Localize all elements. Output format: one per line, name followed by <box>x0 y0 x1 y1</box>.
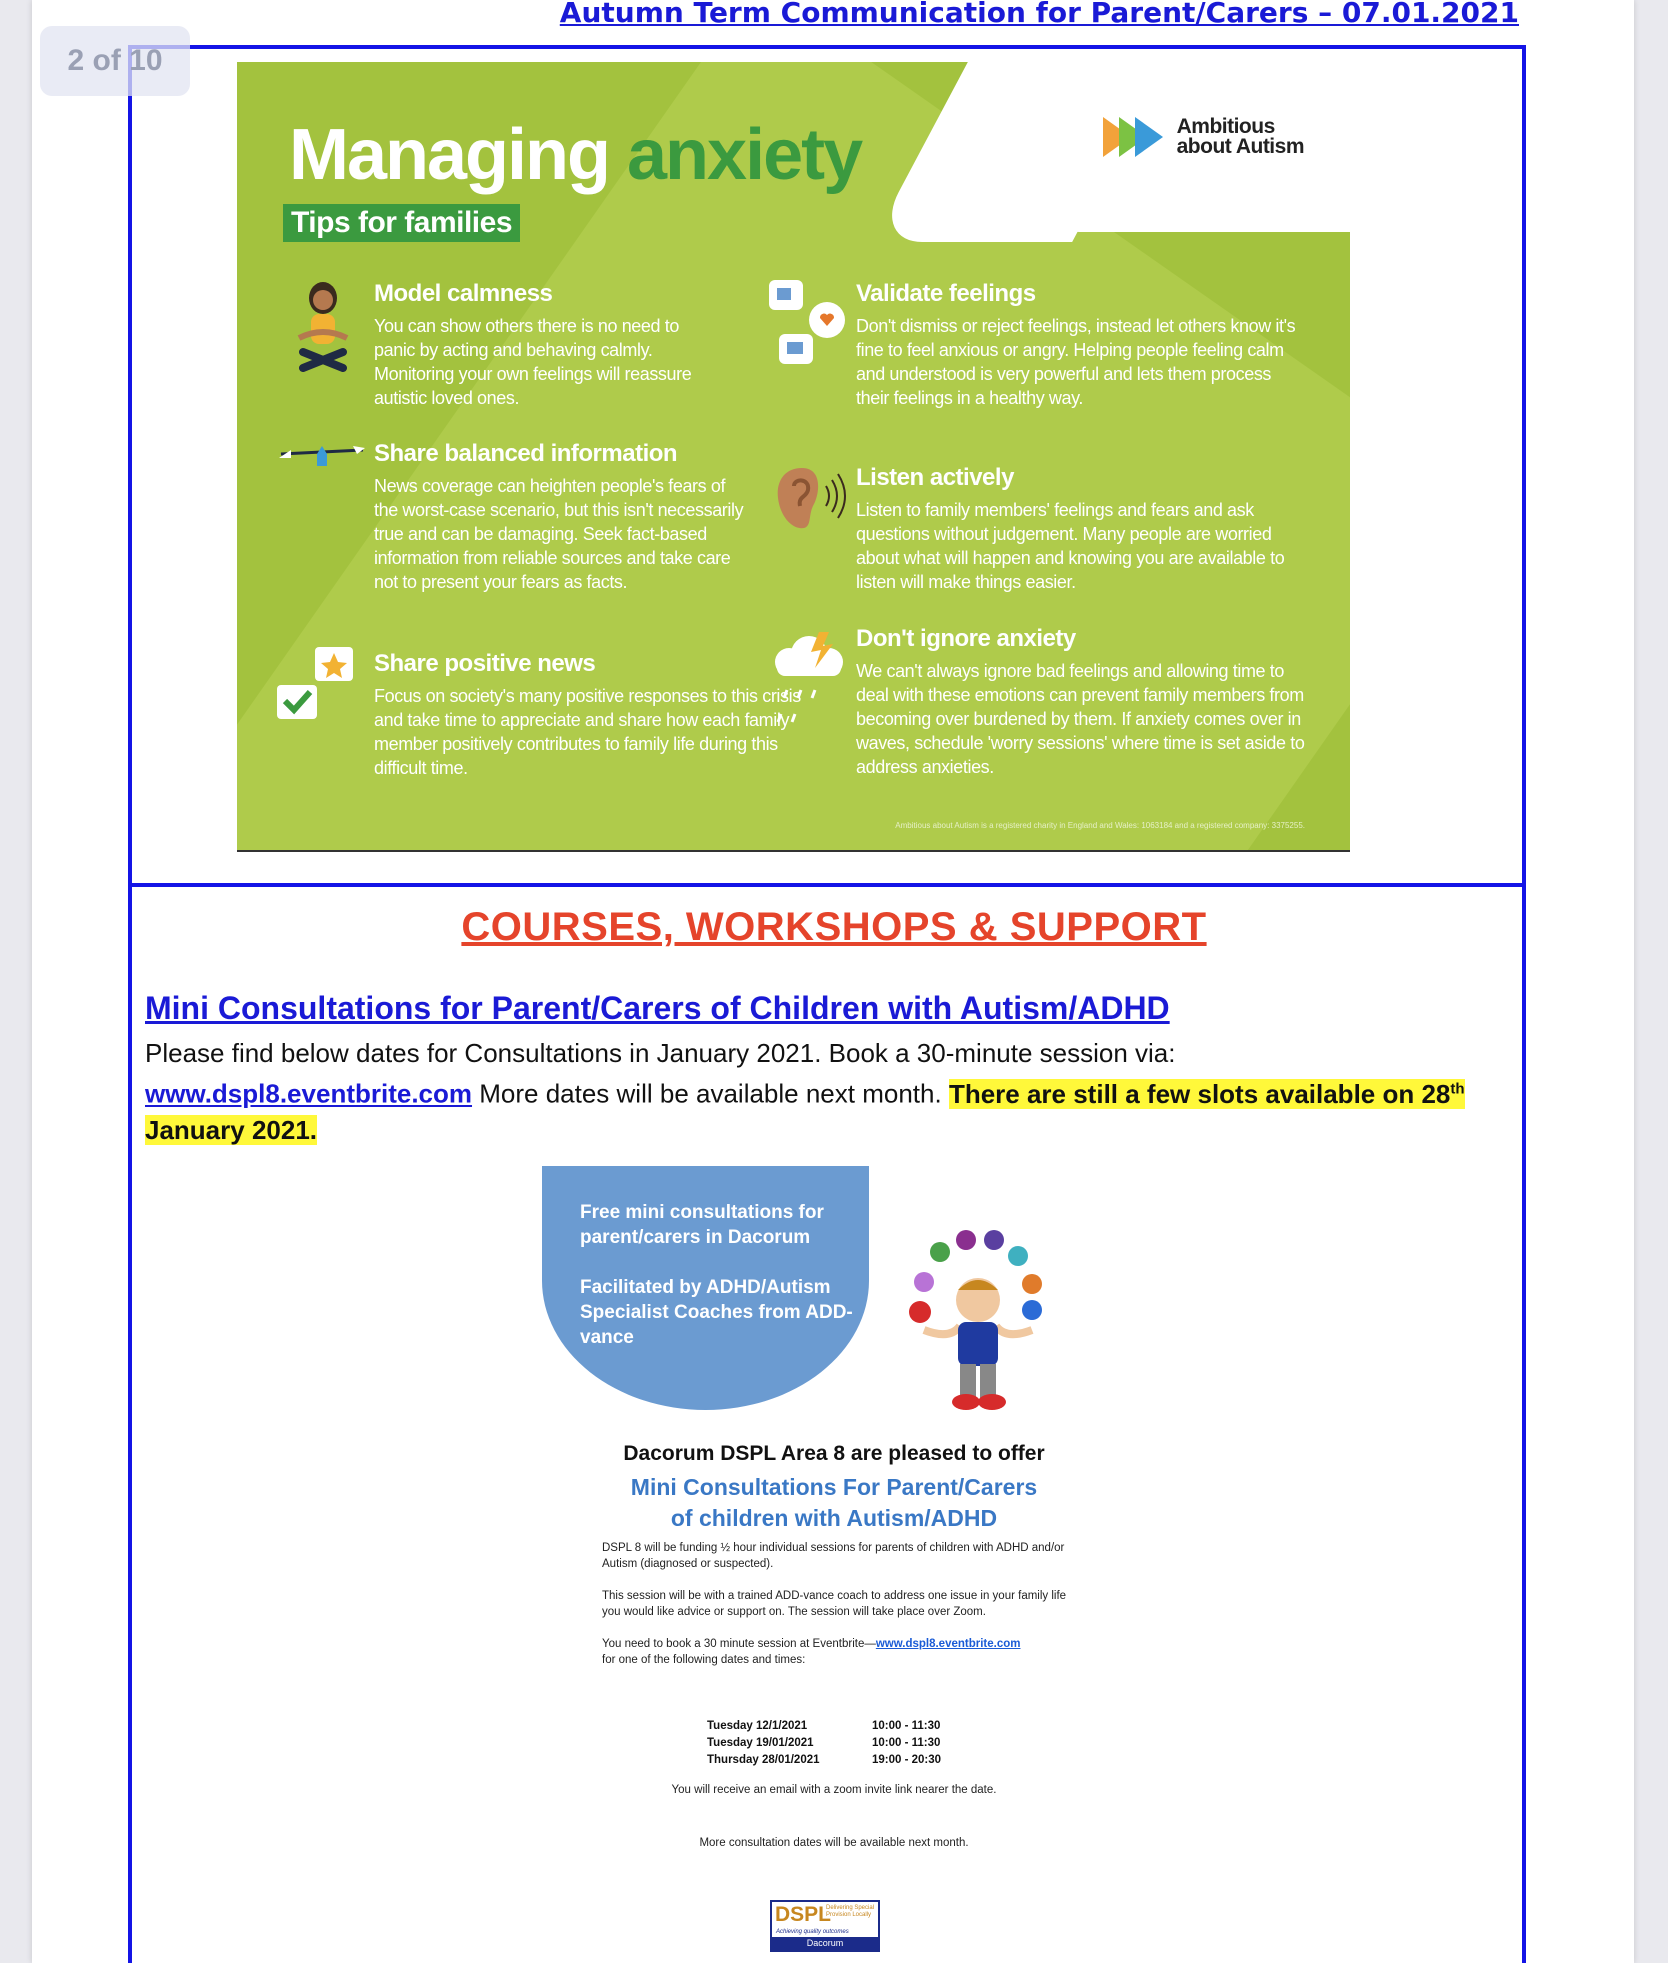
session-date-row: Tuesday 12/1/2021 10:00 - 11:30 <box>707 1720 941 1732</box>
tip-model-calmness: Model calmness You can show others there is no need to panic by acting and behaving calmly. Monitoring your own feelings will reassure autistic loved ones. <box>374 280 692 408</box>
flyer-offer: Dacorum DSPL Area 8 are pleased to offer Mini Consultations For Parent/Carers of children with Autism/ADHD <box>623 1442 1045 1531</box>
session-dates <box>707 1718 941 1769</box>
poster-charity-footer: Ambitious about Autism is a registered charity in England and Wales: 1063184 and a registered company: 3375255. <box>895 821 1305 830</box>
poster-subtitle: Tips for families <box>283 204 520 242</box>
flyer-details: DSPL 8 will be funding ½ hour individual sessions for parents of children with ADHD and/or Autism (diagnosed or suspected). This session will be with a trained ADD-vance coach to address one issue in your family life you would like advice or support on. The session will take place over Zoom. You need to book a 30 minute session at Eventbrite—www.dspl8.eventbrite.com for one of the following dates and times: <box>602 1542 1067 1666</box>
page-counter: 2 of 10 <box>40 26 190 96</box>
flyer-note-more-dates: More consultation dates will be available next month. <box>699 1837 969 1849</box>
tip-share-positive-news: Share positive news Focus on society's many positive responses to this crisis and take time to appreciate and share how each family member positively contributes to family life during this difficult time. <box>374 650 801 778</box>
brand-line2: about Autism <box>1176 135 1304 158</box>
flyer-eventbrite-link[interactable]: www.dspl8.eventbrite.com <box>875 1638 1021 1650</box>
session-date-row: Tuesday 19/01/2021 10:00 - 11:30 <box>707 1737 941 1749</box>
tip-dont-ignore-anxiety: Don't ignore anxiety We can't always ignore bad feelings and allowing time to deal with these emotions can prevent family members from becoming over burdened by them. If anxiety comes over in waves, schedule 'worry sessions' where time is set aside to address anxieties. <box>856 625 1305 777</box>
seesaw-icon <box>277 440 367 476</box>
section-heading: COURSES, WORKSHOPS & SUPPORT <box>461 905 1207 949</box>
juggler-illustration <box>900 1230 1060 1420</box>
poster-title: Managing anxiety <box>289 115 862 195</box>
session-date-row: Thursday 28/01/2021 19:00 - 20:30 <box>707 1754 942 1766</box>
chat-bubbles-icon <box>769 280 849 370</box>
article-heading: Mini Consultations for Parent/Carers of Children with Autism/ADHD <box>145 990 1170 1026</box>
brand-logo <box>1103 117 1304 157</box>
tip-validate-feelings: Validate feelings Don't dismiss or reject feelings, instead let others know it's fine to feel anxious or angry. Helping people feeling calm and understood is very powerful and lets them process their feelings in a healthy way. <box>856 280 1296 408</box>
managing-anxiety-poster <box>237 62 1350 852</box>
flyer-blob-text: Free mini consultations for parent/carers in Dacorum Facilitated by ADHD/Autism Specialist Coaches from ADD-vance <box>580 1202 853 1348</box>
tip-share-balanced-information: Share balanced information News coverage can heighten people's fears of the worst-case scenario, but this isn't necessarily true and can be damaging. Seek fact-based information from reliable sources and take care not to present your fears as facts. <box>374 440 744 592</box>
flyer-note-zoom: You will receive an email with a zoom invite link nearer the date. <box>671 1784 997 1796</box>
brand-arrows-icon <box>1103 117 1151 157</box>
ear-listening-icon <box>772 464 847 534</box>
meditating-person-icon <box>295 280 351 372</box>
eventbrite-link[interactable]: www.dspl8.eventbrite.com <box>145 1078 473 1109</box>
document-header-title: Autumn Term Communication for Parent/Carers – 07.01.2021 <box>559 0 1519 29</box>
checklist-star-icon <box>277 647 357 727</box>
article-body: Please find below dates for Consultations in January 2021. Book a 30-minute session via: www.dspl8.eventbrite.com More dates will be available next month. There are still a few slots available on 28th January 2021. <box>145 1038 1465 1145</box>
dspl-logo: DSPL Delivering Special Provision Locally Achieving quality outcomes Dacorum <box>770 1900 880 1952</box>
highlighted-notice: There are still a few slots available on 28th January 2021. <box>145 1078 1465 1145</box>
tip-listen-actively: Listen actively Listen to family members' feelings and fears and ask questions without judgement. Many people are worried about what will happen and knowing you are available to listen will make things easier. <box>856 464 1285 592</box>
brand-line1: Ambitious <box>1176 115 1275 138</box>
